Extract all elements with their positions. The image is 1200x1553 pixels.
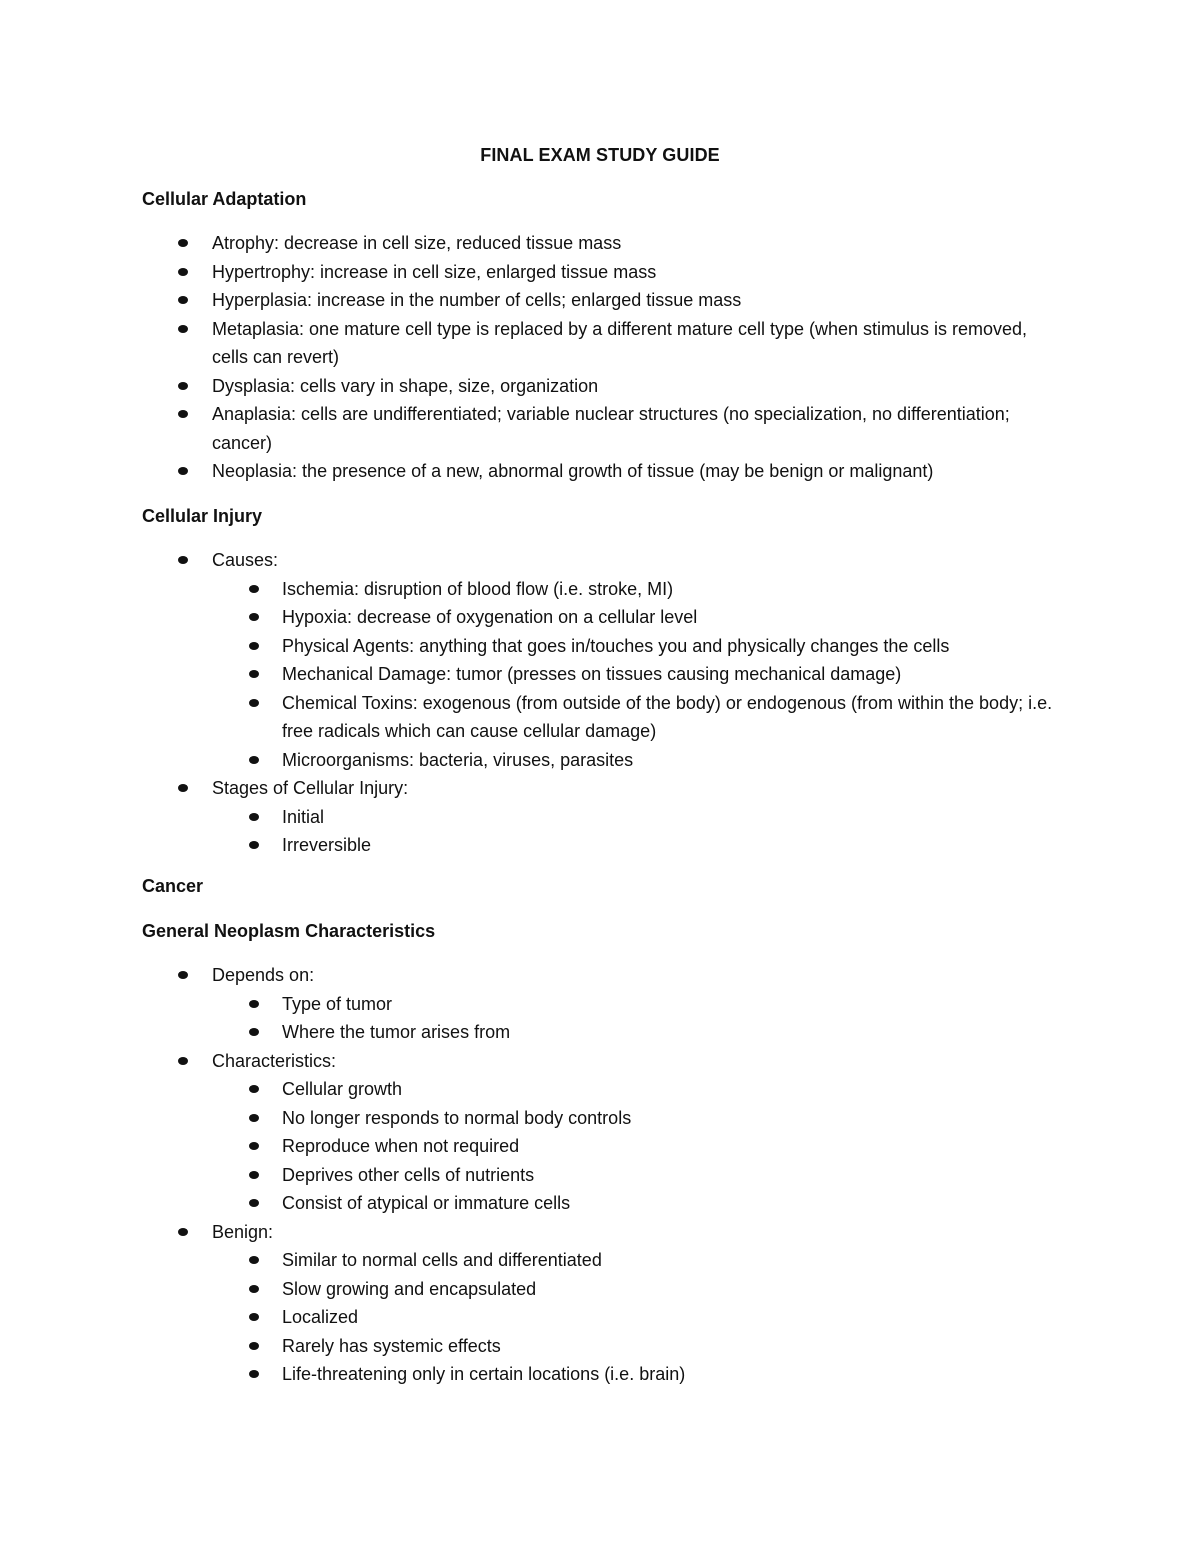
bullet-icon [178,410,188,418]
list-item: Ischemia: disruption of blood flow (i.e. stroke, MI) [0,575,1062,604]
bullet-icon [249,1000,259,1008]
list-item: Metaplasia: one mature cell type is replaced by a different mature cell type (when stimulus is removed, cells can revert) [0,315,1062,372]
list-cellular-injury [0,546,1062,860]
list-item: Cellular growth [0,1075,1062,1104]
bullet-icon [249,1370,259,1378]
bullet-icon [178,556,188,564]
bullet-icon [178,382,188,390]
bullet-icon [249,1171,259,1179]
list-item: Anaplasia: cells are undifferentiated; variable nuclear structures (no specialization, no differentiation; cancer) [0,400,1062,457]
list-item: Atrophy: decrease in cell size, reduced tissue mass [0,229,1062,258]
bullet-icon [249,670,259,678]
bullet-icon [249,1342,259,1350]
list-item: Neoplasia: the presence of a new, abnormal growth of tissue (may be benign or malignant) [0,457,1062,486]
list-item: Physical Agents: anything that goes in/touches you and physically changes the cells [0,632,1062,661]
list-item: Initial [0,803,1062,832]
list-item: Type of tumor [0,990,1062,1019]
bullet-icon [178,268,188,276]
bullet-icon [178,296,188,304]
list-item: Hypoxia: decrease of oxygenation on a cellular level [0,603,1062,632]
list-item-depends: Depends on: [0,961,1062,990]
bullet-icon [249,813,259,821]
bullet-icon [249,1114,259,1122]
bullet-icon [178,971,188,979]
bullet-icon [178,1228,188,1236]
list-item-stages: Stages of Cellular Injury: [0,774,1062,803]
list-item: Rarely has systemic effects [0,1332,1062,1361]
heading-cellular-adaptation: Cellular Adaptation [142,189,307,209]
bullet-icon [249,699,259,707]
heading-cellular-injury: Cellular Injury [142,506,263,526]
list-item: Consist of atypical or immature cells [0,1189,1062,1218]
list-item: Where the tumor arises from [0,1018,1062,1047]
bullet-icon [249,585,259,593]
bullet-icon [249,1142,259,1150]
bullet-icon [249,1028,259,1036]
bullet-icon [249,1313,259,1321]
list-item-characteristics: Characteristics: [0,1047,1062,1076]
list-item: Hyperplasia: increase in the number of cells; enlarged tissue mass [0,286,1062,315]
bullet-icon [178,325,188,333]
bullet-icon [249,1085,259,1093]
list-item: Slow growing and encapsulated [0,1275,1062,1304]
list-item: Similar to normal cells and differentiated [0,1246,1062,1275]
bullet-icon [249,613,259,621]
list-item: Life-threatening only in certain locations (i.e. brain) [0,1360,1062,1389]
bullet-icon [249,1285,259,1293]
list-cellular-adaptation [0,229,1062,486]
bullet-icon [249,841,259,849]
list-item: Dysplasia: cells vary in shape, size, organization [0,372,1062,401]
heading-general-neoplasm: General Neoplasm Characteristics [142,921,436,941]
list-item: Microorganisms: bacteria, viruses, parasites [0,746,1062,775]
list-item: No longer responds to normal body controls [0,1104,1062,1133]
bullet-icon [178,1057,188,1065]
list-item-causes: Causes: [0,546,1062,575]
list-item: Deprives other cells of nutrients [0,1161,1062,1190]
bullet-icon [249,756,259,764]
list-general-neoplasm [0,961,1062,1389]
bullet-icon [178,784,188,792]
bullet-icon [178,239,188,247]
document-title: FINAL EXAM STUDY GUIDE [480,145,720,165]
list-item: Localized [0,1303,1062,1332]
bullet-icon [249,1256,259,1264]
bullet-icon [249,642,259,650]
list-item-benign: Benign: [0,1218,1062,1247]
heading-cancer: Cancer [142,876,204,896]
list-item: Mechanical Damage: tumor (presses on tissues causing mechanical damage) [0,660,1062,689]
list-item: Reproduce when not required [0,1132,1062,1161]
list-item: Irreversible [0,831,1062,860]
list-item: Chemical Toxins: exogenous (from outside of the body) or endogenous (from within the body; i.e. free radicals which can cause cellular damage) [0,689,1062,746]
bullet-icon [249,1199,259,1207]
bullet-icon [178,467,188,475]
list-item: Hypertrophy: increase in cell size, enlarged tissue mass [0,258,1062,287]
